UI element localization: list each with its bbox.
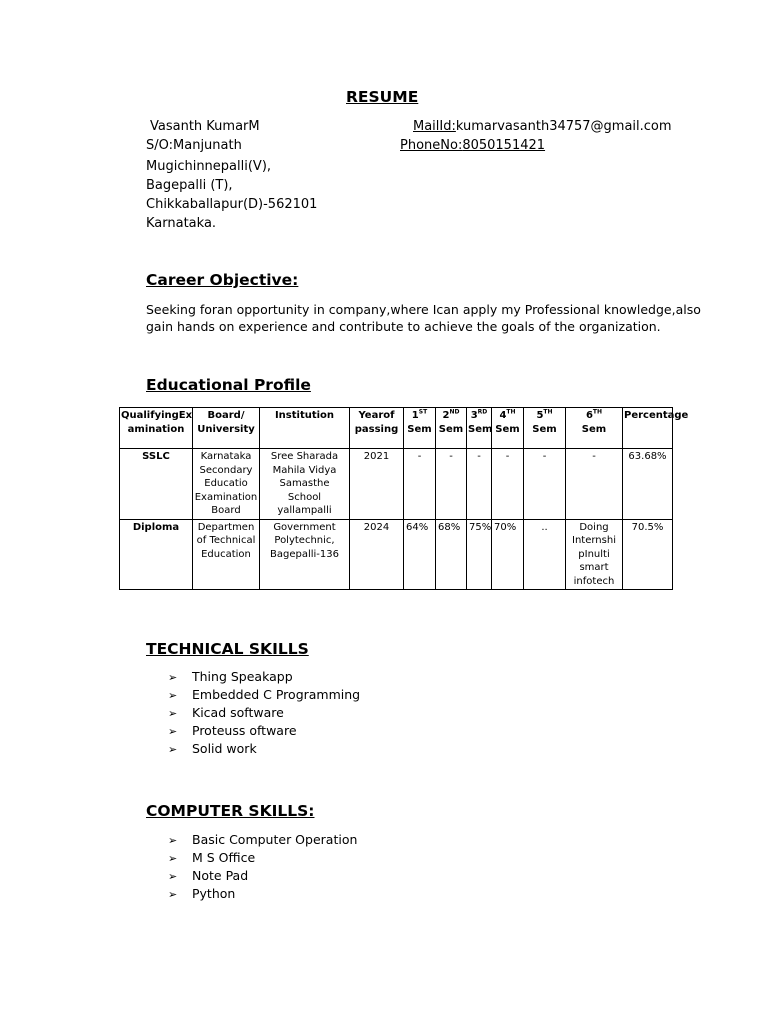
cell-year: 2021 [350, 449, 404, 520]
header-sem-2: 2ND Sem [436, 408, 467, 449]
cell-sem-2: - [436, 449, 467, 520]
list-item: ➢ Python [168, 885, 357, 903]
cell-board: Karnataka Secondary Educatio Examination Board [193, 449, 260, 520]
arrow-bullet-icon: ➢ [168, 834, 178, 847]
address-line-3: Bagepalli (T), [146, 178, 233, 193]
address-line-4: Chikkaballapur(D)-562101 [146, 197, 318, 212]
header-percentage: Percentage [623, 408, 673, 449]
arrow-bullet-icon: ➢ [168, 870, 178, 883]
email-label: MailId: [413, 119, 456, 134]
cell-sem-5: - [524, 449, 566, 520]
list-item: ➢ Basic Computer Operation [168, 831, 357, 849]
arrow-bullet-icon: ➢ [168, 852, 178, 865]
arrow-bullet-icon: ➢ [168, 725, 178, 738]
cell-percentage: 70.5% [623, 519, 673, 590]
header-sem-1: 1ST Sem [404, 408, 436, 449]
cell-institution: Sree Sharada Mahila Vidya Samasthe School yallampalli [260, 449, 350, 520]
cell-board: Departmen of Technical Education [193, 519, 260, 590]
phone-label: PhoneNo: [400, 138, 463, 153]
arrow-bullet-icon: ➢ [168, 888, 178, 901]
computer-skills-heading: COMPUTER SKILLS: [146, 802, 315, 820]
phone-value: 8050151421 [462, 138, 546, 153]
cell-qualification: Diploma [120, 519, 193, 590]
technical-skills-list [168, 668, 360, 758]
header-qualifying: QualifyingEx amination [120, 408, 193, 449]
cell-sem-4: 70% [492, 519, 524, 590]
cell-sem-5: .. [524, 519, 566, 590]
cell-sem-1: - [404, 449, 436, 520]
list-item: ➢ Note Pad [168, 867, 357, 885]
header-sem-5: 5TH Sem [524, 408, 566, 449]
table-header-row [120, 408, 673, 449]
table-row [120, 449, 673, 520]
cell-institution: Government Polytechnic, Bagepalli-136 [260, 519, 350, 590]
resume-title: RESUME [346, 88, 419, 106]
list-item: ➢ Thing Speakapp [168, 668, 360, 686]
header-year: Yearof passing [350, 408, 404, 449]
email-line [413, 119, 672, 134]
education-table [119, 407, 689, 590]
arrow-bullet-icon: ➢ [168, 671, 178, 684]
career-objective-heading: Career Objective: [146, 271, 299, 289]
cell-year: 2024 [350, 519, 404, 590]
cell-sem-1: 64% [404, 519, 436, 590]
cell-sem-4: - [492, 449, 524, 520]
header-institution: Institution [260, 408, 350, 449]
address-line-1: S/O:Manjunath [146, 138, 242, 153]
address-line-5: Karnataka. [146, 216, 217, 231]
list-item: ➢ M S Office [168, 849, 357, 867]
list-item: ➢ Kicad software [168, 704, 360, 722]
cell-sem-3: 75% [467, 519, 492, 590]
header-sem-4: 4TH Sem [492, 408, 524, 449]
cell-sem-6: Doing Internshi pInulti smart infotech [566, 519, 623, 590]
arrow-bullet-icon: ➢ [168, 707, 178, 720]
table-row [120, 519, 673, 590]
educational-profile-heading: Educational Profile [146, 376, 311, 394]
cell-sem-6: - [566, 449, 623, 520]
cell-sem-2: 68% [436, 519, 467, 590]
career-objective-line-2: gain hands on experience and contribute to achieve the goals of the organization. [146, 319, 661, 334]
arrow-bullet-icon: ➢ [168, 689, 178, 702]
list-item: ➢ Proteuss oftware [168, 722, 360, 740]
career-objective-line-1: Seeking foran opportunity in company,where Ican apply my Professional knowledge,also [146, 302, 701, 317]
arrow-bullet-icon: ➢ [168, 743, 178, 756]
email-value: kumarvasanth34757@gmail.com [455, 119, 672, 134]
list-item: ➢ Solid work [168, 740, 360, 758]
technical-skills-heading: TECHNICAL SKILLS [146, 640, 309, 658]
cell-percentage: 63.68% [623, 449, 673, 520]
cell-qualification: SSLC [120, 449, 193, 520]
header-board: Board/ University [193, 408, 260, 449]
phone-line [400, 138, 545, 153]
list-item: ➢ Embedded C Programming [168, 686, 360, 704]
candidate-name: Vasanth KumarM [150, 119, 260, 134]
address-line-2: Mugichinnepalli(V), [146, 159, 272, 174]
header-sem-3: 3RD Sem [467, 408, 492, 449]
cell-sem-3: - [467, 449, 492, 520]
header-sem-6: 6TH Sem [566, 408, 623, 449]
computer-skills-list [168, 831, 357, 903]
